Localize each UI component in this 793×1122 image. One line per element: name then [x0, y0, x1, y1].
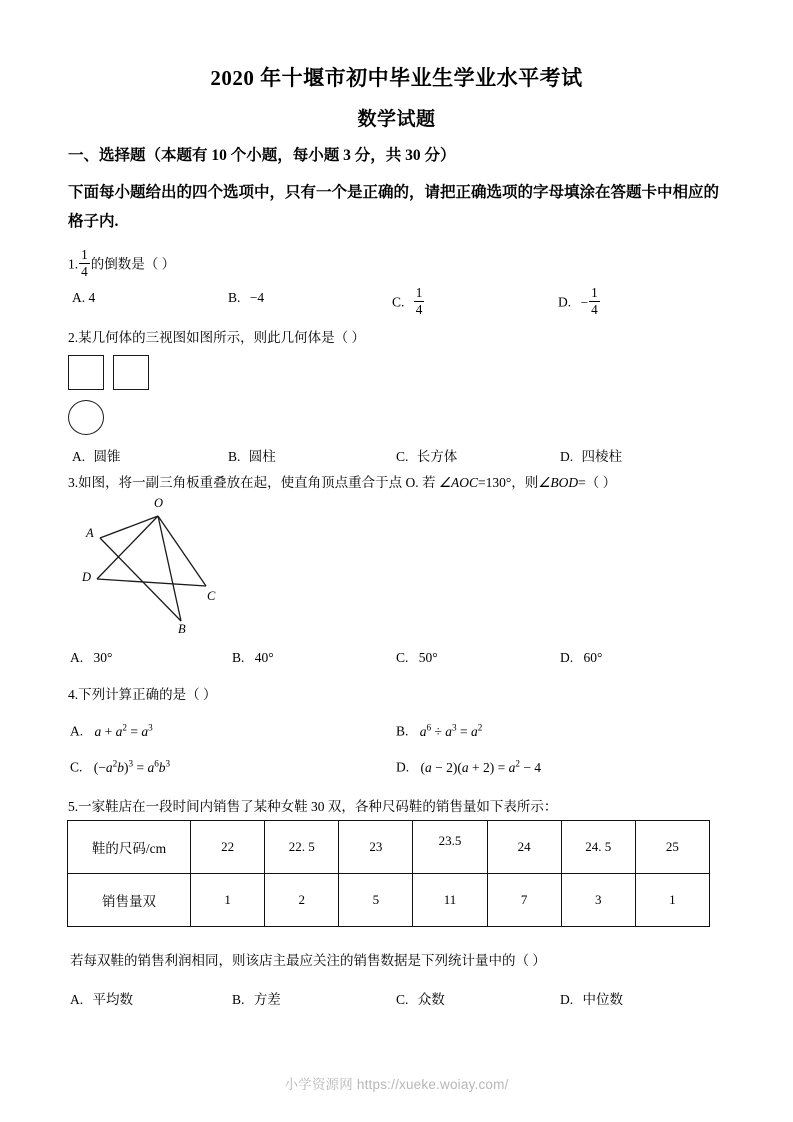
instructions-text: 下面每小题给出的四个选项中，只有一个是正确的，请把正确选项的字母填涂在答题卡中相应的格子内.	[68, 184, 720, 230]
table-cell-size-0: 22	[191, 821, 265, 874]
three-view-square-left	[68, 355, 104, 390]
table-cell-size-2: 23	[339, 821, 413, 874]
shoe-size-table	[67, 820, 710, 927]
q4-option-b-value: $a^6 \div a^3 = a^2$	[419, 722, 483, 739]
q4-option-b[interactable]	[396, 722, 482, 740]
q2-option-b-value: 圆柱	[248, 449, 276, 464]
q3-option-b-label: B.	[232, 650, 245, 665]
q3-angle-aoc: ∠AOC	[438, 475, 478, 490]
q4-option-c-label: C.	[70, 759, 83, 775]
q1-option-d-minus: −	[580, 294, 589, 310]
question-2-stem: 2.某几何体的三视图如图所示，则此几何体是（ ）	[68, 330, 365, 345]
three-view-square-right	[113, 355, 149, 390]
table-cell-count-1: 2	[265, 874, 339, 927]
q1-fraction	[79, 248, 90, 279]
q2-option-b[interactable]	[228, 445, 276, 465]
table-cell-count-6: 1	[635, 874, 709, 927]
q1-stem-suffix: 的倒数是（ ）	[90, 256, 176, 272]
q5-option-a-label: A.	[70, 992, 84, 1007]
geo-label-o: O	[154, 496, 164, 510]
q3-option-b[interactable]	[232, 650, 274, 666]
question-3-figure	[70, 498, 260, 643]
q2-option-c-label: C.	[396, 449, 409, 464]
q4-option-a[interactable]	[70, 722, 153, 740]
q1-option-b-value: −4	[249, 290, 265, 305]
q1-option-c-num: 1	[415, 285, 423, 300]
q3-stem-part1: 3.如图，将一副三角板重叠放在起，使直角顶点重合于点 O. 若	[68, 475, 436, 490]
question-3-stem	[68, 474, 616, 492]
table-cell-size-1: 22. 5	[265, 821, 339, 874]
table-header-count: 销售量双	[68, 874, 191, 927]
q5-option-d[interactable]	[560, 988, 623, 1008]
q3-option-a[interactable]	[70, 650, 112, 666]
table-cell-size-5: 24. 5	[561, 821, 635, 874]
q3-option-a-value: 30°	[93, 650, 113, 665]
q4-option-b-label: B.	[396, 723, 409, 739]
q1-option-d-label: D.	[558, 294, 572, 310]
q3-option-b-value: 40°	[254, 650, 274, 665]
table-cell-count-3: 11	[413, 874, 487, 927]
question-4-stem: 4.下列计算正确的是（ ）	[68, 687, 217, 702]
q1-option-b[interactable]	[228, 290, 264, 306]
geo-label-d: D	[82, 570, 92, 584]
q3-option-d[interactable]	[560, 650, 602, 666]
q2-option-c-value: 长方体	[416, 449, 458, 464]
q5-option-a-value: 平均数	[92, 992, 133, 1007]
q4-option-c-value: $(-a^2b)^3 = a^6b^3$	[93, 758, 171, 775]
q5-option-c-value: 众数	[417, 992, 445, 1007]
section-heading: 一、选择题（本题有 10 个小题，每小题 3 分，共 30 分）	[68, 147, 456, 164]
q2-option-d[interactable]	[560, 445, 622, 465]
q3-option-a-label: A.	[70, 650, 84, 665]
table-cell-count-5: 3	[561, 874, 635, 927]
question-5-followup: 若每双鞋的销售利润相同，则该店主最应关注的销售数据是下列统计量中的（ ）	[70, 953, 546, 968]
q1-option-c-den: 4	[415, 301, 423, 317]
table-cell-count-0: 1	[191, 874, 265, 927]
q1-option-a[interactable]	[72, 290, 95, 306]
q1-number: 1.	[68, 256, 79, 272]
three-view-circle	[68, 400, 104, 435]
table-header-size: 鞋的尺码/cm	[68, 821, 191, 874]
q3-option-c-label: C.	[396, 650, 409, 665]
q1-option-d-fraction	[589, 286, 600, 317]
q4-option-d[interactable]	[396, 758, 541, 776]
q5-option-b[interactable]	[232, 988, 281, 1008]
q1-option-a-value: 4	[88, 290, 96, 305]
q5-option-b-value: 方差	[253, 992, 281, 1007]
q2-option-d-label: D.	[560, 449, 574, 464]
table-row-counts	[68, 874, 710, 927]
q1-fraction-denominator: 4	[81, 263, 88, 279]
q1-option-c[interactable]	[392, 286, 425, 317]
q2-option-d-value: 四棱柱	[581, 449, 622, 464]
watermark-text: 小学资源网 https://xueke.woiay.com/	[284, 1077, 509, 1092]
q3-angle-bod: ∠BOD	[538, 475, 579, 490]
q3-angle-bod-value: =（ ）	[578, 475, 617, 490]
geo-label-c: C	[207, 589, 216, 603]
table-cell-size-4: 24	[487, 821, 561, 874]
q2-option-c[interactable]	[396, 445, 457, 465]
table-cell-size-6: 25	[635, 821, 709, 874]
q1-option-d-den: 4	[591, 301, 598, 317]
q5-option-d-label: D.	[560, 992, 574, 1007]
q1-option-b-label: B.	[228, 290, 241, 305]
q1-option-c-label: C.	[392, 294, 405, 310]
q3-option-d-label: D.	[560, 650, 574, 665]
q1-option-d-num: 1	[591, 285, 598, 300]
q3-stem-part2: ，则	[511, 475, 539, 490]
table-cell-size-3	[413, 821, 487, 874]
geo-label-b: B	[178, 622, 186, 636]
q5-option-d-value: 中位数	[582, 992, 623, 1007]
q2-option-a[interactable]	[72, 445, 121, 465]
q1-option-a-label: A.	[72, 290, 86, 305]
q1-option-c-fraction	[414, 286, 425, 317]
q3-option-d-value: 60°	[583, 650, 603, 665]
table-cell-count-4: 7	[487, 874, 561, 927]
q5-option-a[interactable]	[70, 988, 133, 1008]
page-subtitle: 数学试题	[357, 109, 436, 130]
table-cell-count-2: 5	[339, 874, 413, 927]
q3-option-c-value: 50°	[418, 650, 438, 665]
geo-label-a: A	[86, 526, 94, 540]
table-row-sizes	[68, 821, 710, 874]
q2-option-a-label: A.	[72, 449, 86, 464]
q2-option-b-label: B.	[228, 449, 241, 464]
q4-option-d-label: D.	[396, 759, 410, 775]
q3-angle-aoc-value: =130°	[477, 475, 512, 490]
q4-option-d-value: $(a - 2)(a + 2) = a^2 - 4$	[420, 758, 542, 775]
table-cell-size-3-value: 23.5	[438, 833, 462, 848]
question-1-stem	[68, 248, 175, 279]
q5-option-b-label: B.	[232, 992, 245, 1007]
geometry-diagram-svg	[70, 498, 260, 643]
q2-option-a-value: 圆锥	[93, 449, 121, 464]
q4-option-a-value: $a + a^2 = a^3$	[94, 722, 153, 739]
q4-option-a-label: A.	[70, 723, 84, 739]
question-5-stem: 5.一家鞋店在一段时间内销售了某种女鞋 30 双，各种尺码鞋的销售量如下表所示：	[68, 799, 558, 814]
q3-option-c[interactable]	[396, 650, 438, 666]
q5-option-c[interactable]	[396, 988, 445, 1008]
q4-option-c[interactable]	[70, 758, 170, 776]
q1-fraction-numerator: 1	[81, 247, 88, 262]
q5-option-c-label: C.	[396, 992, 409, 1007]
page-title: 2020 年十堰市初中毕业生学业水平考试	[210, 66, 583, 90]
q1-option-d[interactable]	[558, 286, 601, 317]
